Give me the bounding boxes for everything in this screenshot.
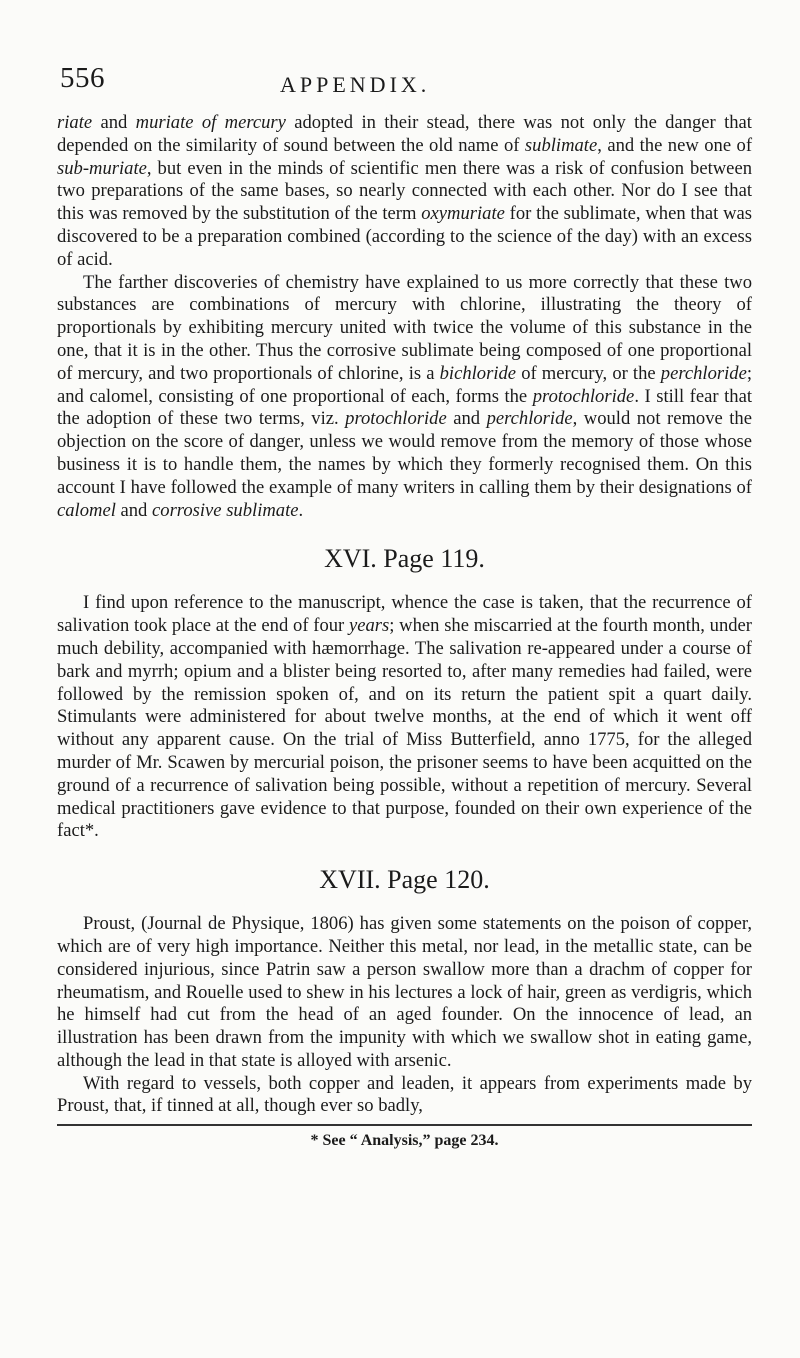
running-head: APPENDIX. [280,72,431,97]
footnote: * See “ Analysis,” page 234. [310,1132,499,1150]
footnote-divider [57,1124,752,1126]
paragraph-salivation: I find upon reference to the manuscript, whence the case is taken, that the recurrence of salivation took place at the end of four years; when she miscarried at the fourth month, under much debility, accompanied with hæmorrhage. The salivation re-appeared under a course of bark and myrrh; opium and a blister being resorted to, after many remedies had failed, were followed by the remission spoken of, and on its return the patient spit a quart daily. Stimulants were administered for about twelve months, at the end of which it went off without any apparent cause. On the trial of Miss Butterfield, anno 1775, for the alleged murder of Mr. Scawen by mercurial poison, the prisoner seems to have been acquitted on the ground of a recurrence of salivation being possible, without a repetition of mercury. Several medical practitioners gave evidence to that purpose, founded on their own experience of the fact*. [57,592,752,842]
paragraph-copper: Proust, (Journal de Physique, 1806) has given some statements on the poison of copper, which are of very high importance. Neither this metal, nor lead, in the metallic state, can be considered injurious, since Patrin saw a person swallow more than a drachm of copper for rheumatism, and Rouelle used to shew in his lectures a lock of hair, green as verdigris, which he himself had cut from the head of an aged founder. On the innocence of lead, an illustration has been drawn from the impunity with which we swallow shot in eating game, although the lead in that state is alloyed with arsenic. [57,913,752,1071]
page-header [60,62,760,102]
section-heading-xvii: XVII. Page 120. [319,865,490,895]
paragraph-vessels: With regard to vessels, both copper and leaden, it appears from experiments made by Proust, that, if tinned at all, though ever so badly, [57,1072,752,1117]
paragraph-chemistry: The farther discoveries of chemistry have explained to us more correctly that these two substances are combinations of mercury with chlorine, illustrating the theory of proportionals by exhibiting mercury united with twice the volume of this substance in the one, that it is in the other. Thus the corrosive sublimate being composed of one proportional of mercury, and two proportionals of chlorine, is a bichloride of mercury, or the perchloride; and calomel, consisting of one proportional of each, forms the protochloride. I still fear that the adoption of these two terms, viz. protochloride and perchloride, would not remove the objection on the score of danger, unless we would remove from the memory of those whose business it is to handle them, the names by which they formerly recognised them. On this account I have followed the example of many writers in calling them by their designations of calomel and corrosive sublimate. [57,271,753,521]
paragraph-continuation: riate and muriate of mercury adopted in their stead, there was not only the danger that depended on the similarity of sound between the old name of sublimate, and the new one of sub-muriate, but even in the minds of scientific men there was a risk of confusion between two preparations of the same bases, so nearly connected with each other. Nor do I see that this was removed by the substitution of the term oxymuriate for the sublimate, when that was discovered to be a preparation combined (according to the science of the day) with an excess of acid. [57,112,753,270]
page-number: 556 [60,62,105,94]
page-body [57,112,752,1150]
section-heading-xvi: XVI. Page 119. [324,544,485,574]
